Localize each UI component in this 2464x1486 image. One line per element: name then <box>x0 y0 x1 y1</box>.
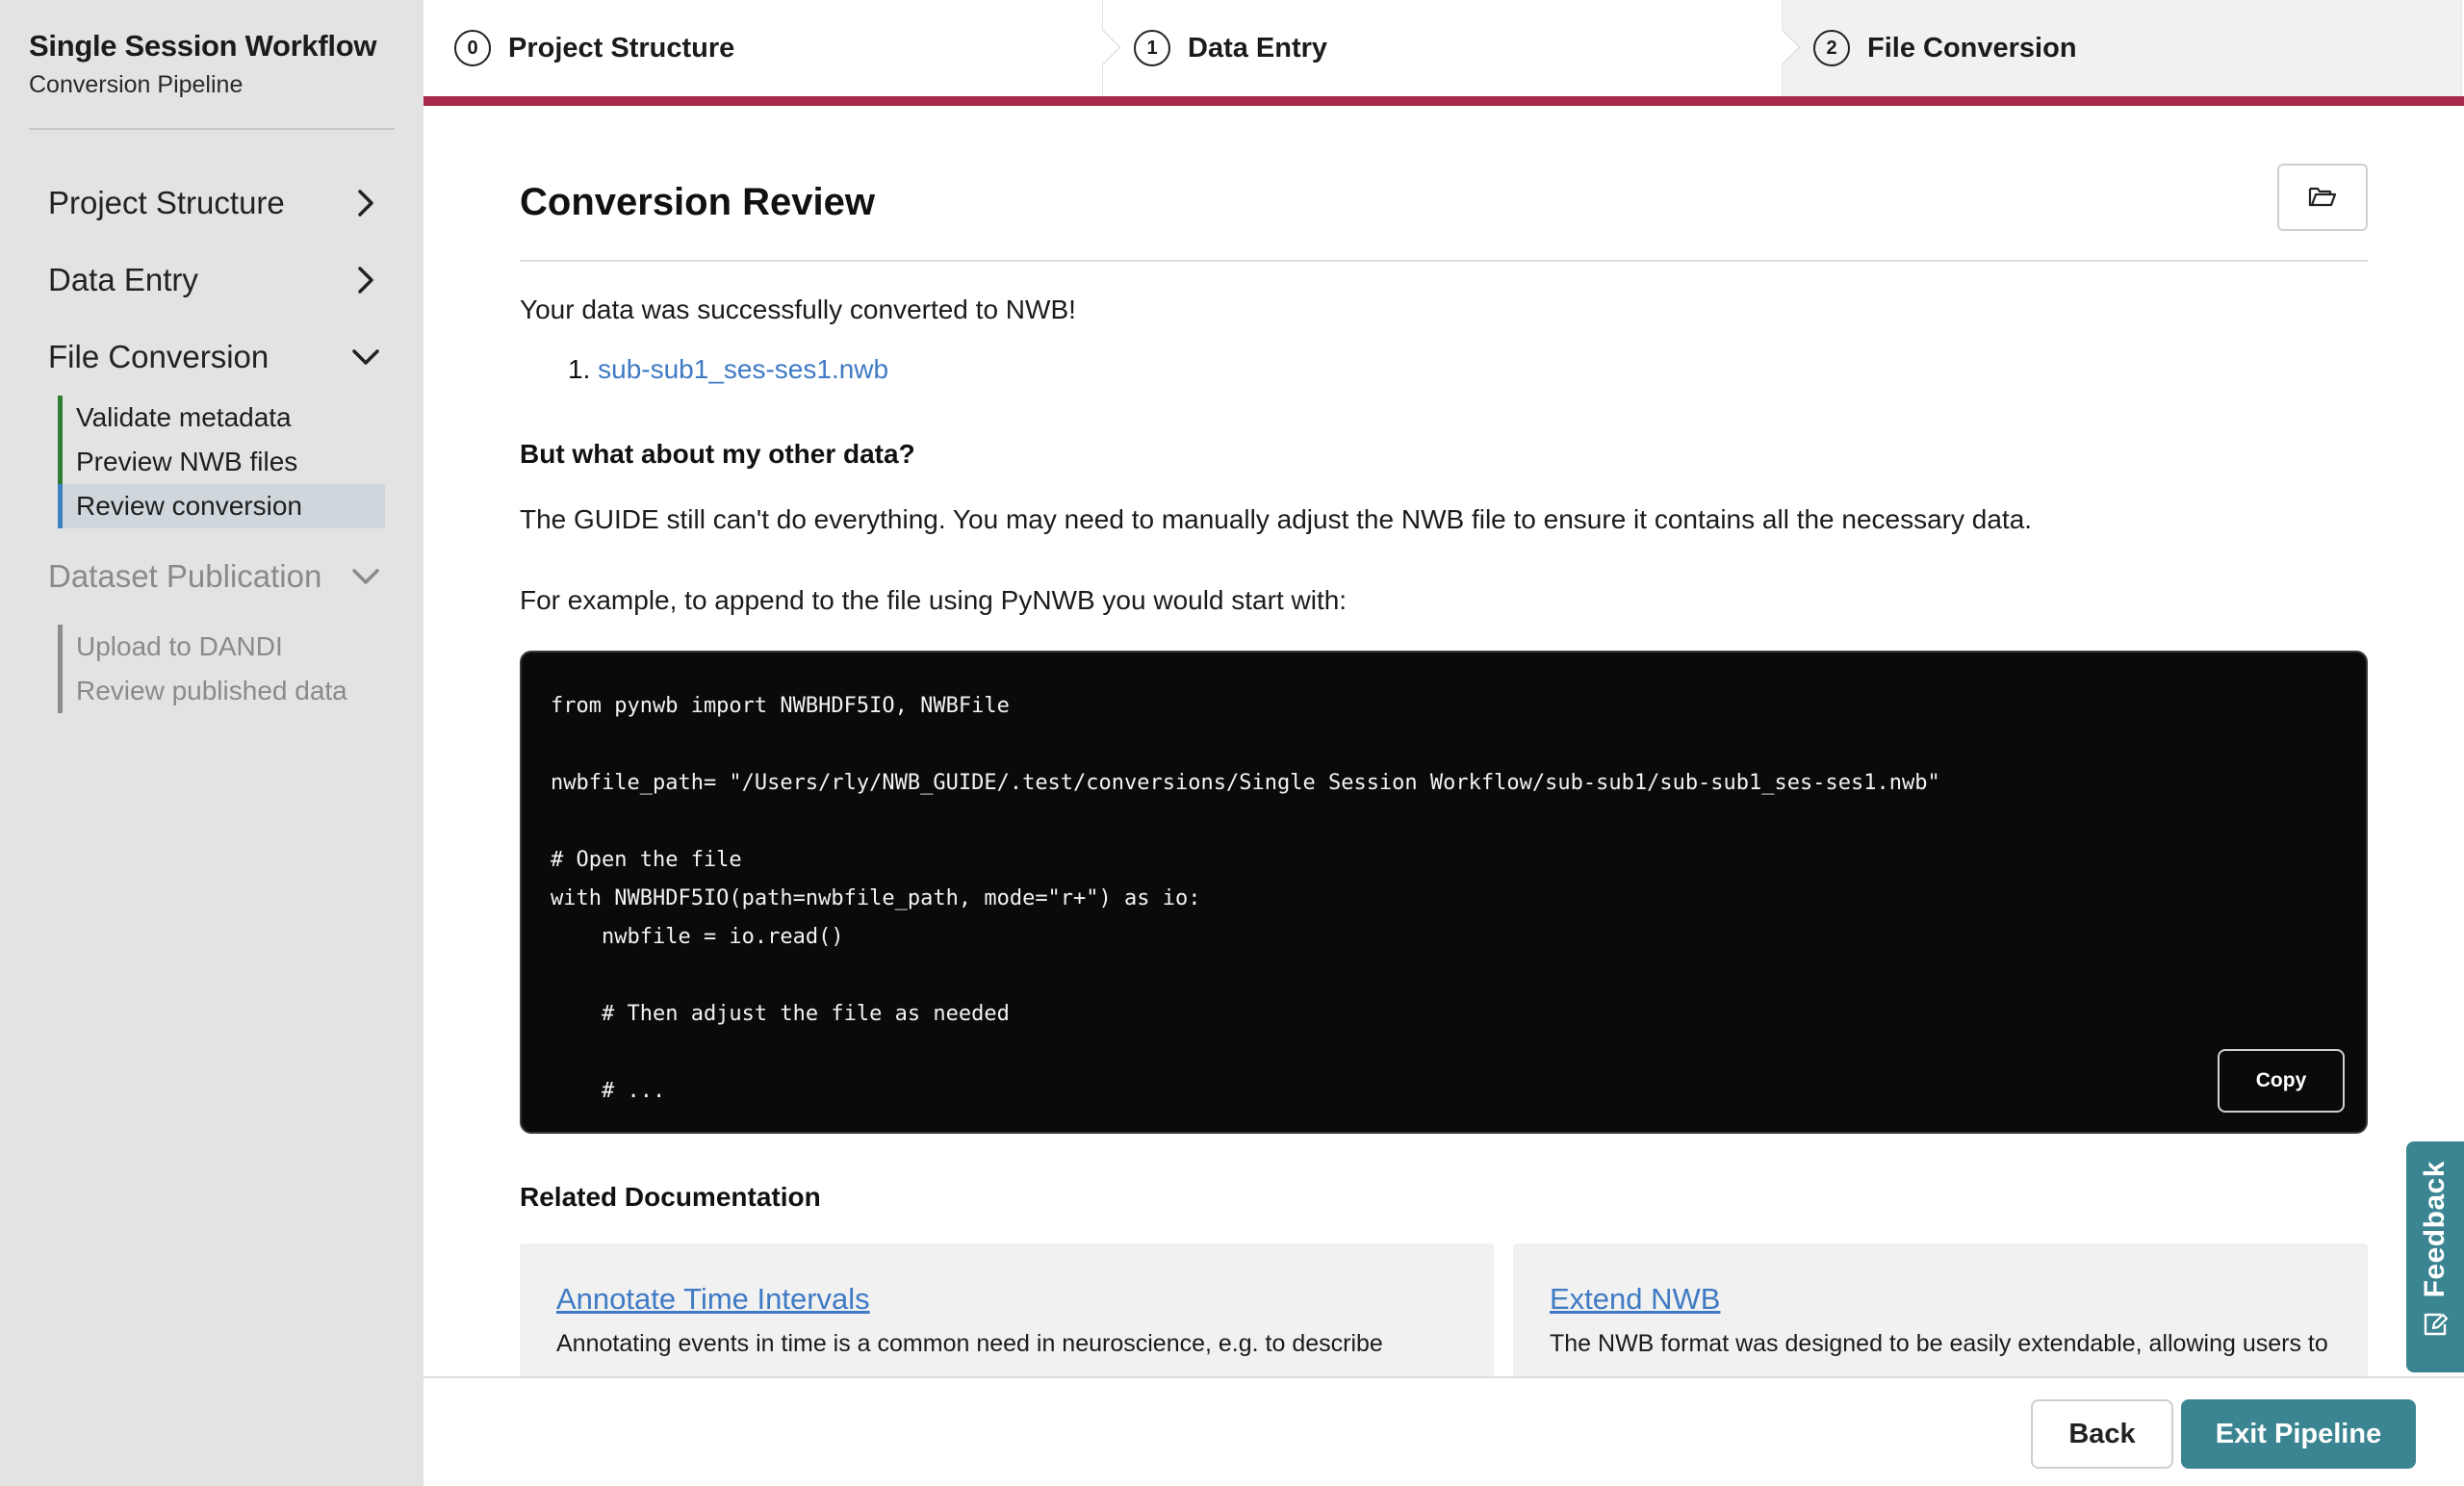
dataset-publication-subitems <box>29 625 395 713</box>
sidebar-item-label: Project Structure <box>48 185 285 220</box>
step-number: 2 <box>1813 30 1850 66</box>
chevron-right-icon <box>350 188 381 218</box>
step-data-entry[interactable] <box>1103 0 1783 96</box>
doc-card-link[interactable]: Extend NWB <box>1550 1282 1721 1316</box>
sidebar-item-label: Dataset Publication <box>48 558 322 594</box>
folder-open-icon <box>2308 185 2337 211</box>
step-file-conversion[interactable] <box>1783 0 2462 96</box>
sidebar-item-label: Data Entry <box>48 262 198 297</box>
doc-card-description: The NWB format was designed to be easily extendable, allowing users to <box>1550 1330 2328 1357</box>
sidebar <box>0 0 424 1486</box>
nwb-file-link[interactable]: sub-sub1_ses-ses1.nwb <box>598 354 889 384</box>
workflow-title: Single Session Workflow <box>29 29 377 63</box>
success-message: Your data was successfully converted to NWB! <box>520 295 1076 324</box>
main-content[interactable] <box>424 106 2464 1376</box>
main-inner <box>520 106 2368 1376</box>
step-label: Data Entry <box>1188 32 1328 64</box>
step-project-structure[interactable] <box>424 0 1103 96</box>
footer-bar <box>424 1376 2464 1486</box>
step-number: 0 <box>454 30 491 66</box>
sidebar-subitem-validate-metadata[interactable]: Validate metadata <box>58 396 385 440</box>
list-index: 1. <box>568 354 591 384</box>
sidebar-header <box>29 0 395 130</box>
progress-stepper <box>424 0 2464 106</box>
sidebar-item-file-conversion[interactable] <box>29 319 395 396</box>
converted-file-list <box>568 354 2368 385</box>
step-label: Project Structure <box>508 32 735 64</box>
sidebar-item-label: File Conversion <box>48 339 270 374</box>
exit-pipeline-button[interactable]: Exit Pipeline <box>2181 1399 2416 1469</box>
title-row <box>520 106 2368 262</box>
feedback-edit-icon <box>2422 1311 2449 1343</box>
sidebar-subitem-review-published-data: Review published data <box>58 669 385 713</box>
feedback-label: Feedback <box>2419 1161 2451 1298</box>
sidebar-subitem-upload-to-dandi: Upload to DANDI <box>58 625 385 669</box>
sidebar-item-project-structure[interactable] <box>29 165 395 242</box>
feedback-tab[interactable] <box>2406 1141 2464 1372</box>
other-data-heading: But what about my other data? <box>520 439 915 469</box>
page-title: Conversion Review <box>520 180 876 223</box>
workflow-subtitle: Conversion Pipeline <box>29 71 244 98</box>
code-snippet[interactable]: from pynwb import NWBHDF5IO, NWBFile nwbfile_path= "/Users/rly/NWB_GUIDE/.test/conversions/Single Session Workflow/sub-sub1/sub-sub1_ses-ses1.nwb" # Open the file with NWBHDF5IO(path=nwbfile_path, mode="r+") as io: nwbfile = io.read() # Then adjust the file as needed # ... <box>551 694 1940 1103</box>
sidebar-nav <box>29 165 395 713</box>
other-data-text: The GUIDE still can't do everything. You may need to manually adjust the NWB file to ensure it contains all the necessary data. <box>520 504 2033 534</box>
sidebar-item-data-entry[interactable] <box>29 242 395 319</box>
related-docs-cards <box>520 1243 2368 1376</box>
copy-button[interactable]: Copy <box>2218 1049 2345 1113</box>
sidebar-subitem-review-conversion[interactable]: Review conversion <box>58 484 385 528</box>
sidebar-subitem-preview-nwb-files[interactable]: Preview NWB files <box>58 440 385 484</box>
open-folder-button[interactable] <box>2277 164 2368 231</box>
file-conversion-subitems <box>29 396 395 528</box>
chevron-down-icon <box>350 561 381 592</box>
doc-card-description: Annotating events in time is a common need in neuroscience, e.g. to describe <box>556 1330 1383 1357</box>
back-button[interactable]: Back <box>2031 1399 2173 1469</box>
sidebar-item-dataset-publication <box>29 538 395 615</box>
doc-card-link[interactable]: Annotate Time Intervals <box>556 1282 870 1316</box>
related-docs-heading: Related Documentation <box>520 1182 821 1212</box>
doc-card-extend-nwb <box>1513 1243 2368 1376</box>
code-block <box>520 651 2368 1134</box>
step-number: 1 <box>1134 30 1170 66</box>
chevron-right-icon <box>350 265 381 295</box>
step-label: File Conversion <box>1867 32 2077 64</box>
chevron-down-icon <box>350 342 381 372</box>
example-text: For example, to append to the file using PyNWB you would start with: <box>520 585 1348 615</box>
doc-card-annotate-time-intervals <box>520 1243 1494 1376</box>
